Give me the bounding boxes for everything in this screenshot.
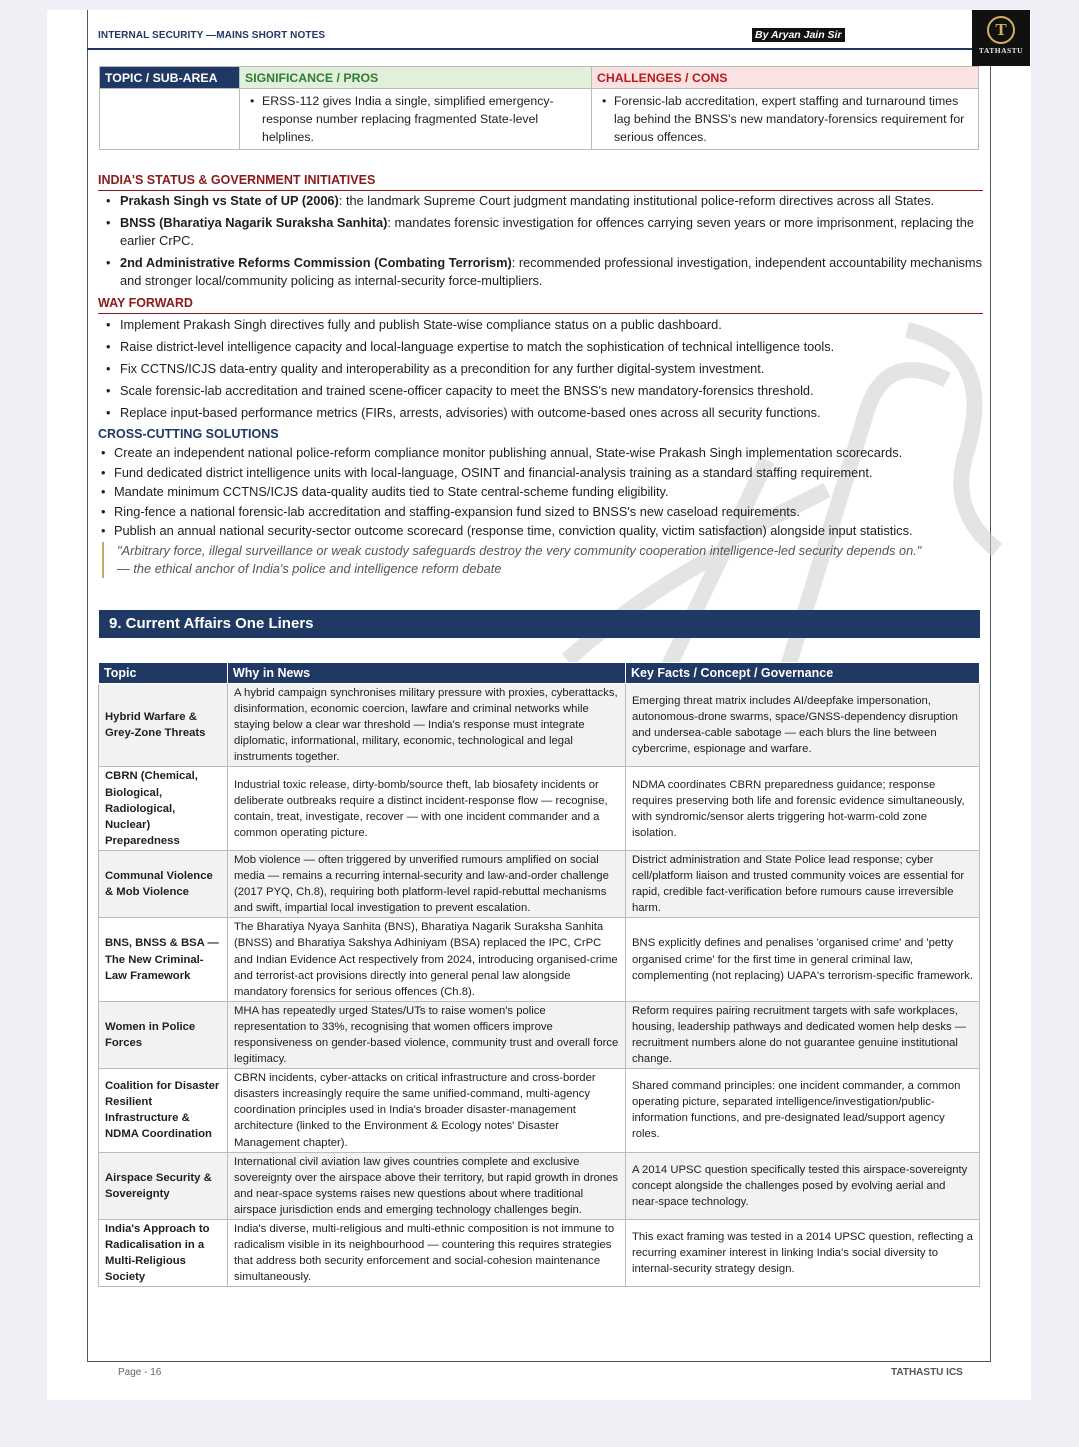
pros-cell xyxy=(240,89,592,150)
footer-brand: TATHASTU ICS xyxy=(891,1367,963,1378)
topic-cell: Coalition for Disaster Resilient Infrastructure & NDMA Coordination xyxy=(99,1069,228,1152)
col-facts-header: Key Facts / Concept / Governance xyxy=(626,663,980,684)
topic-cell: BNS, BNSS & BSA — The New Criminal-Law Framework xyxy=(99,918,228,1001)
list-item: • Publish an annual national security-sector outcome scorecard (response time, conviction quality, victim satisfaction) alongside input statistics. xyxy=(101,521,986,541)
document-page xyxy=(47,10,1031,1400)
topic-cell: India's Approach to Radicalisation in a Multi-Religious Society xyxy=(99,1220,228,1287)
list-item xyxy=(105,192,985,210)
logo-name: TATHASTU xyxy=(978,46,1024,55)
why-cell: International civil aviation law gives countries complete and exclusive sovereignty over the airspace above their territory, but rapid growth in drones and near-space systems raises new questions about where traditional airspace jurisdiction ends and emerging technology challenges begin. xyxy=(228,1152,626,1219)
item-bold: 2nd Administrative Reforms Commission (Combating Terrorism) xyxy=(120,255,512,270)
facts-cell: This exact framing was tested in a 2014 UPSC question, reflecting a recurring examiner interest in linking India's social diversity to internal-security strategy design. xyxy=(626,1220,980,1287)
pro-point: • ERSS-112 gives India a single, simplified emergency-response number replacing fragmented State-level helplines. xyxy=(250,92,585,146)
why-cell: MHA has repeatedly urged States/UTs to raise women's police representation to 33%, recognising that women officers improve responsiveness on gender-based violence, community trust and overall force legitimacy. xyxy=(228,1001,626,1068)
table-row xyxy=(99,1152,980,1219)
cons-cell xyxy=(592,89,979,150)
col-topic-header: TOPIC / SUB-AREA xyxy=(100,67,240,89)
item-bold: BNSS (Bharatiya Nagarik Suraksha Sanhita) xyxy=(120,215,388,230)
table-row xyxy=(99,850,980,917)
running-header-title: INTERNAL SECURITY —MAINS SHORT NOTES xyxy=(98,30,326,41)
topic-cell: Hybrid Warfare & Grey-Zone Threats xyxy=(99,684,228,767)
table-row xyxy=(99,1220,980,1287)
item-text: : mandates forensic investigation for offences carrying seven years or more imprisonment, replacing the earlier CrPC. xyxy=(120,215,974,248)
facts-cell: A 2014 UPSC question specifically tested this airspace-sovereignty concept alongside the challenges posed by evolving aerial and near-space technology. xyxy=(626,1152,980,1219)
table-row xyxy=(99,918,980,1001)
list-item: • Replace input-based performance metrics (FIRs, arrests, advisories) with outcome-based ones across all security functions. xyxy=(105,404,985,422)
col-topic-header: Topic xyxy=(99,663,228,684)
why-cell: India's diverse, multi-religious and multi-ethnic composition is not immune to radicalism visible in its neighbourhood — countering this requires strategies that address both security enforcement and social-cohesion maintenance simultaneously. xyxy=(228,1220,626,1287)
facts-cell: BNS explicitly defines and penalises 'organised crime' and 'petty organised crime' for the first time in general criminal law, complementing (not replacing) UAPA's terrorism-specific framework. xyxy=(626,918,980,1001)
why-cell: The Bharatiya Nyaya Sanhita (BNS), Bharatiya Nagarik Suraksha Sanhita (BNSS) and Bharatiya Sakshya Adhiniyam (BSA) replaced the IPC, CrPC and Indian Evidence Act respectively from 2024, introducing organised-crime and terrorist-act provisions directly into general penal law alongside mandatory forensics for serious offences (Ch.8). xyxy=(228,918,626,1001)
status-rule xyxy=(98,190,983,191)
table-row xyxy=(99,1069,980,1152)
way-forward-rule xyxy=(98,313,983,314)
list-item xyxy=(105,214,985,250)
list-item: • Scale forensic-lab accreditation and trained scene-officer capacity to meet the BNSS's new mandatory-forensics threshold. xyxy=(105,382,985,400)
topic-cell xyxy=(100,89,240,150)
why-cell: CBRN incidents, cyber-attacks on critical infrastructure and cross-border disasters increasingly require the same unified-command, multi-agency coordination principles used in India's broader disaster-management architecture (linked to the Environment & Ecology notes' Disaster Management chapter). xyxy=(228,1069,626,1152)
way-forward-heading: WAY FORWARD xyxy=(98,296,193,310)
why-cell: Mob violence — often triggered by unverified rumours amplified on social media — remains a recurring internal-security and law-and-order challenge (2017 PYQ, Ch.8), requiring both platform-level rapid-rebuttal mechanisms and swift, impartial local investigation to prevent escalation. xyxy=(228,850,626,917)
cross-cutting-list xyxy=(101,443,986,541)
item-text: : the landmark Supreme Court judgment mandating institutional police-reform directives across all States. xyxy=(338,193,935,208)
header-rule xyxy=(87,48,981,50)
section-title-banner: 9. Current Affairs One Liners xyxy=(99,610,980,638)
topic-cell: CBRN (Chemical, Biological, Radiological, Nuclear) Preparedness xyxy=(99,767,228,850)
ethics-quote xyxy=(102,542,982,578)
facts-cell: Reform requires pairing recruitment targets with safe workplaces, housing, leadership pathways and dedicated women help desks — recruitment numbers alone do not guarantee genuine institutional change. xyxy=(626,1001,980,1068)
list-item: • Create an independent national police-reform compliance monitor publishing annual, State-wise Prakash Singh implementation scorecards. xyxy=(101,443,986,463)
facts-cell: Shared command principles: one incident commander, a common operating picture, separated intelligence/investigation/public-information functions, and pre-designated lead/support agency roles. xyxy=(626,1069,980,1152)
table-row xyxy=(99,1001,980,1068)
author-credit: By Aryan Jain Sir xyxy=(752,28,845,42)
quote-text: "Arbitrary force, illegal surveillance or weak custody safeguards destroy the very community cooperation intelligence-led security depends on." xyxy=(117,543,922,558)
way-forward-list xyxy=(105,316,985,426)
logo-emblem: T xyxy=(987,16,1015,44)
item-text: : recommended professional investigation, independent accountability mechanisms and stronger local/community policing as internal-security force-multipliers. xyxy=(120,255,982,288)
tathastu-logo xyxy=(972,10,1030,66)
facts-cell: Emerging threat matrix includes AI/deepfake impersonation, autonomous-drone swarms, space/GNSS-dependency disruption and undersea-cable sabotage — each blurs the line between cybercrime, espionage and warfare. xyxy=(626,684,980,767)
page-number: Page - 16 xyxy=(118,1367,162,1378)
list-item: • Fix CCTNS/ICJS data-entry quality and interoperability as a precondition for any further digital-system investment. xyxy=(105,360,985,378)
facts-cell: NDMA coordinates CBRN preparedness guidance; response requires preserving both life and forensic evidence simultaneously, with syndromic/sensor alerts triggering hot-warm-cold zone isolation. xyxy=(626,767,980,850)
list-item: • Implement Prakash Singh directives fully and publish State-wise compliance status on a public dashboard. xyxy=(105,316,985,334)
status-heading: INDIA'S STATUS & GOVERNMENT INITIATIVES xyxy=(98,173,376,187)
col-cons-header: CHALLENGES / CONS xyxy=(592,67,979,89)
quote-attribution: — the ethical anchor of India's police and intelligence reform debate xyxy=(117,561,502,576)
why-cell: A hybrid campaign synchronises military pressure with proxies, cyberattacks, disinformation, economic coercion, lawfare and criminal networks while staying below a clear war threshold — India's response must integrate diplomatic, informational, military, economic, technological and legal instruments together. xyxy=(228,684,626,767)
list-item: • Fund dedicated district intelligence units with local-language, OSINT and financial-analysis training as a standard staffing requirement. xyxy=(101,463,986,483)
table-row xyxy=(100,89,979,150)
topic-cell: Women in Police Forces xyxy=(99,1001,228,1068)
con-point: • Forensic-lab accreditation, expert staffing and turnaround times lag behind the BNSS's new mandatory-forensics requirement for serious offences. xyxy=(602,92,972,146)
current-affairs-table xyxy=(98,662,980,1287)
col-pros-header: SIGNIFICANCE / PROS xyxy=(240,67,592,89)
why-cell: Industrial toxic release, dirty-bomb/source theft, lab biosafety incidents or deliberate outbreaks require a distinct incident-response flow — recognise, contain, treat, investigate, recover — with one incident commander and a common operating picture. xyxy=(228,767,626,850)
col-why-header: Why in News xyxy=(228,663,626,684)
status-list xyxy=(105,192,985,294)
list-item: • Mandate minimum CCTNS/ICJS data-quality audits tied to State central-scheme funding eligibility. xyxy=(101,482,986,502)
topic-cell: Airspace Security & Sovereignty xyxy=(99,1152,228,1219)
topic-cell: Communal Violence & Mob Violence xyxy=(99,850,228,917)
cross-cutting-heading: CROSS-CUTTING SOLUTIONS xyxy=(98,427,279,441)
table-row xyxy=(99,767,980,850)
facts-cell: District administration and State Police lead response; cyber cell/platform liaison and trusted community voices are essential for rapid, credible fact-verification before rumours cause irreversible harm. xyxy=(626,850,980,917)
item-bold: Prakash Singh vs State of UP (2006) xyxy=(120,193,339,208)
table-row xyxy=(99,684,980,767)
list-item: • Raise district-level intelligence capacity and local-language expertise to match the sophistication of technical intelligence tools. xyxy=(105,338,985,356)
list-item xyxy=(105,254,985,290)
pros-cons-table xyxy=(99,66,979,150)
list-item: • Ring-fence a national forensic-lab accreditation and staffing-expansion fund sized to BNSS's new caseload requirements. xyxy=(101,502,986,522)
